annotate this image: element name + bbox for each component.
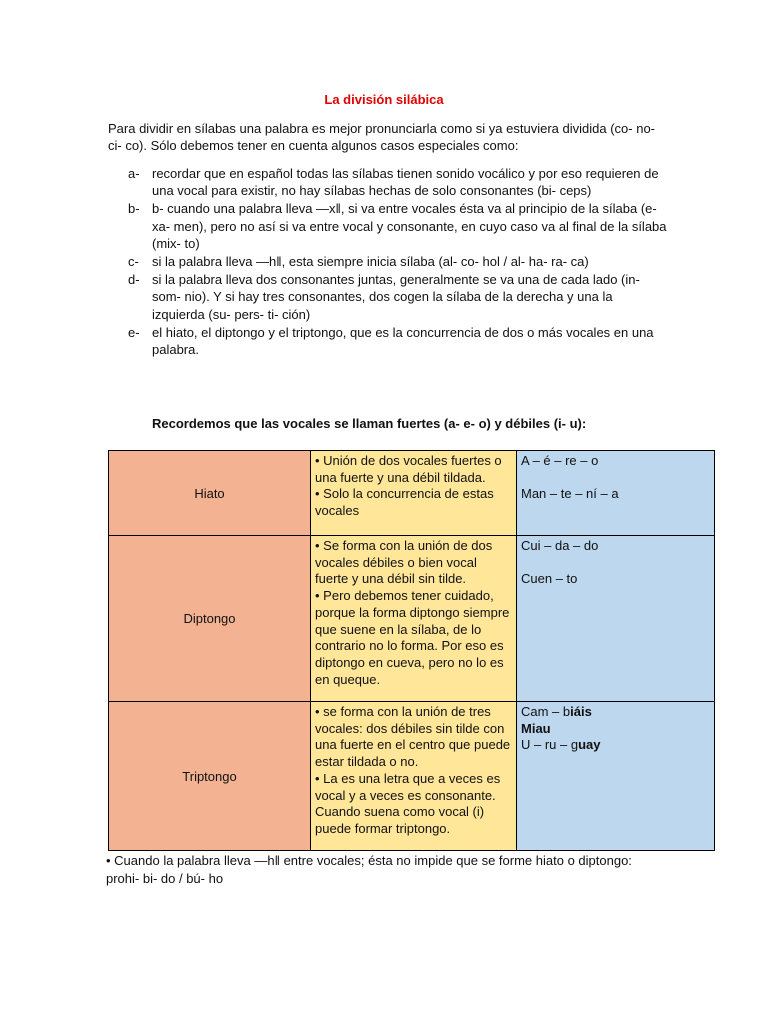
- list-item: [128, 271, 668, 323]
- definition-cell: [311, 536, 517, 702]
- examples-cell: [517, 536, 715, 702]
- definition-bullet: • Unión de dos vocales fuertes o una fuerte y una débil tildada.: [315, 453, 502, 485]
- definition-bullet: • La es una letra que a veces es vocal y a veces es consonante. Cuando suena como vocal (i) puede formar triptongo.: [315, 770, 501, 836]
- list-item-label: a-: [128, 166, 140, 181]
- list-item-label: b-: [128, 201, 140, 217]
- page-title: La división silábica: [324, 92, 444, 107]
- example-text: A – é – re – o: [521, 453, 599, 468]
- examples-cell: [517, 702, 715, 851]
- example-text: Man – te – ní – a: [521, 485, 619, 501]
- special-cases-list: [128, 165, 668, 359]
- list-item-label: e-: [128, 324, 140, 340]
- definition-cell: [311, 451, 517, 536]
- list-item-text: el hiato, el diptongo y el triptongo, que es la concurrencia de dos o más vocales en una palabra.: [152, 324, 654, 358]
- list-item: [128, 165, 668, 199]
- row-name-diptongo: Diptongo: [109, 536, 311, 702]
- examples-cell: [517, 451, 715, 536]
- definition-bullet: • Pero debemos tener cuidado, porque la forma diptongo siempre que suene en la sílaba, de lo contrario no lo forma. Por eso es diptongo en cueva, pero no lo es en queque.: [315, 588, 510, 687]
- list-item-text: b- cuando una palabra lleva ―x‖, si va entre vocales ésta va al principio de la sílaba (e- xa- men), pero no así si va entre vocal y consonante, en cuyo caso va al final de la sílaba (mix- to): [152, 201, 667, 251]
- table-row-triptongo: [109, 702, 715, 851]
- example-text: U – ru – guay: [521, 737, 601, 753]
- list-item-label: c-: [128, 254, 139, 270]
- row-name-triptongo: Triptongo: [109, 702, 311, 851]
- definition-bullet: • se forma con la unión de tres vocales: dos débiles sin tilde con una fuerte en el centro que puede estar tildada o no.: [315, 704, 511, 770]
- list-item-text: si la palabra lleva ―h‖, esta siempre inicia sílaba (al- co- hol / al- ha- ra- ca): [152, 254, 589, 270]
- list-item-label: d-: [128, 272, 140, 288]
- vowels-subtitle: Recordemos que las vocales se llaman fuertes (a- e- o) y débiles (i- u):: [152, 416, 587, 431]
- vowel-combinations-table: [108, 450, 715, 851]
- table-row-hiato: [109, 451, 715, 536]
- list-item: [128, 253, 668, 270]
- list-item-text: si la palabra lleva dos consonantes juntas, generalmente se va una de cada lado (in- som- nio). Y si hay tres consonantes, dos cogen la sílaba de la derecha y una la izquierda (su- pers- ti- ción): [152, 272, 640, 322]
- example-text: Miau: [521, 720, 551, 736]
- definition-cell: [311, 702, 517, 851]
- example-text: Cui – da – do: [521, 538, 599, 553]
- list-item: [128, 200, 668, 252]
- intro-paragraph: Para dividir en sílabas una palabra es mejor pronunciarla como si ya estuviera dividida (co- no- ci- co). Sólo debemos tener en cuenta algunos casos especiales como:: [108, 121, 655, 153]
- list-item: [128, 324, 668, 358]
- row-name-hiato: Hiato: [109, 451, 311, 536]
- definition-bullet: • Se forma con la unión de dos vocales débiles o bien vocal fuerte y una débil sin tilde.: [315, 538, 493, 587]
- example-text: Cam – biáis: [521, 704, 592, 719]
- example-text: Cuen – to: [521, 570, 578, 586]
- footer-note: • Cuando la palabra lleva ―h‖ entre vocales; ésta no impide que se forme hiato o diptongo: prohi- bi- do / bú- ho: [106, 853, 632, 886]
- table-row-diptongo: [109, 536, 715, 702]
- definition-bullet: • Solo la concurrencia de estas vocales: [315, 486, 494, 519]
- list-item-text: recordar que en español todas las sílabas tienen sonido vocálico y por eso requieren de una vocal para existir, no hay sílabas hechas de solo consonantes (bi- ceps): [152, 166, 659, 199]
